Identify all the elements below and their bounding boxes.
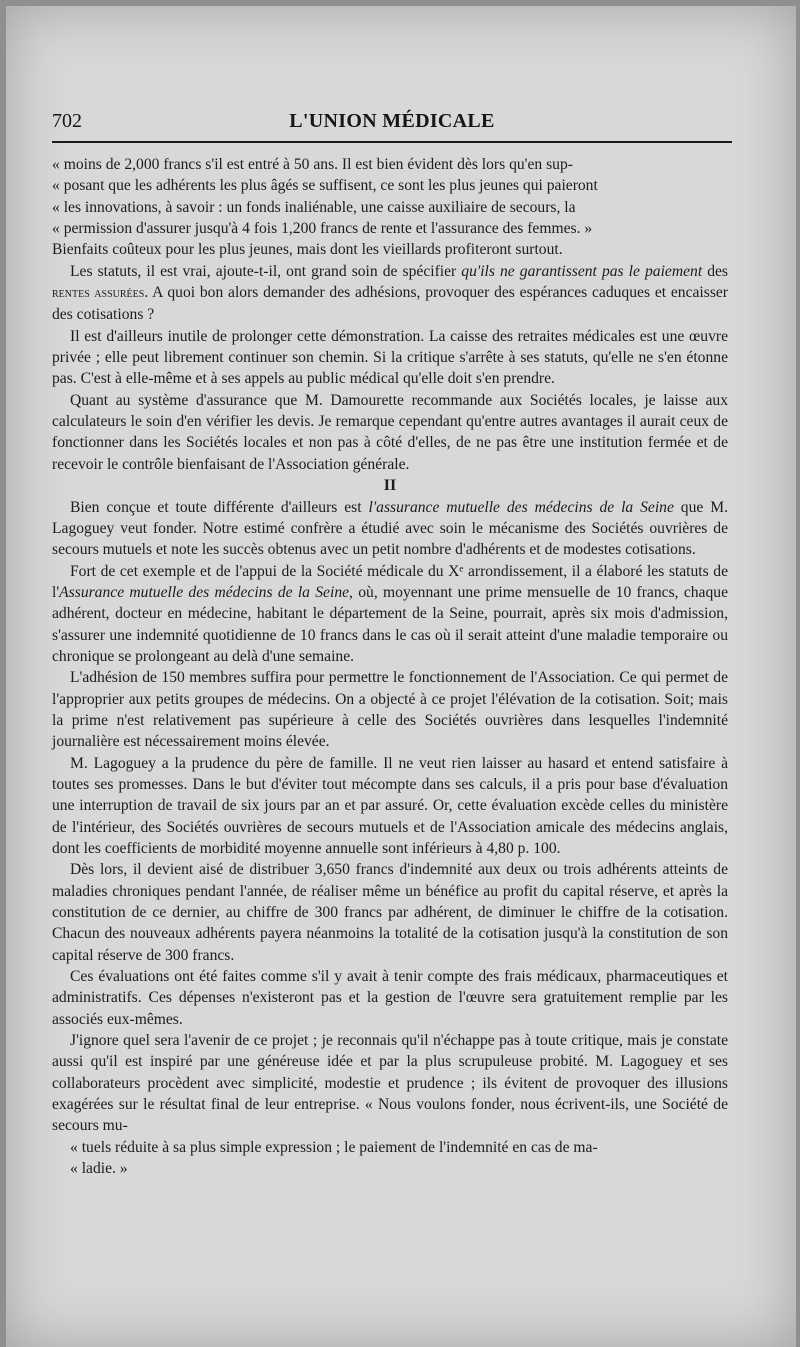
paragraph-text: que M. Lagoguey veut fonder. Notre estimé confrère a étudié avec soin le mécanisme des Sociétés ouvrières de secours mutuels et note les succès obtenus avec un petit nombre d'adhérents et de modestes cotisations.	[52, 498, 728, 559]
paragraph: M. Lagoguey a la prudence du père de famille. Il ne veut rien laisser au hasard et entend satisfaire à toutes ses promesses. Dans le but d'éviter tout mécompte dans ses calculs, il a pris pour base d'évaluation une interruption de travail de six jours par an et par assuré. Or, cette évaluation excède celles du ministère de l'intérieur, des Sociétés ouvrières de secours mutuels et de l'Association amicale des médecins anglais, dont les coefficients de morbidité moyenne annuelle sont inférieurs à 4,80 p. 100.	[52, 754, 728, 857]
quote-line: « permission d'assurer jusqu'à 4 fois 1,200 francs de rente et l'assurance des femmes. »	[52, 220, 593, 238]
paragraph-text: Bien conçue et toute différente d'ailleurs est	[70, 498, 369, 516]
paragraph: Ces évaluations ont été faites comme s'il y avait à tenir compte des frais médicaux, pharmaceutiques et administratifs. Ces dépenses n'existeront pas et la gestion de l'œuvre sera gratuitement remplie par les associés eux-mêmes.	[52, 968, 728, 1028]
paragraph-text: . A quoi bon alors demander des adhésions, provoquer des espérances caduques et encaisser des cotisations ?	[52, 284, 729, 324]
quote-line: « posant que les adhérents les plus âgés se suffisent, ce sont les plus jeunes qui paieront	[52, 177, 598, 195]
paragraph	[52, 497, 728, 561]
smallcaps-phrase: rentes assurées	[52, 285, 145, 302]
paragraph: Quant au système d'assurance que M. Damourette recommande aux Sociétés locales, je laisse aux calculateurs le soin d'en vérifier les devis. Je remarque cependant qu'entre autres avantages il aurait ceux de fonctionner dans les Sociétés locales et non pas à côté d'elles, de ne pas être une institution fermée et de recevoir le contrôle bienfaisant de l'Association générale.	[52, 391, 728, 473]
paragraph: L'adhésion de 150 membres suffira pour permettre le fonctionnement de l'Association. Ce qui permet de l'approprier aux petits groupes de médecins. On a objecté à ce projet l'élévation de la cotisation. Soit; mais la prime n'est relativement pas supérieure à celle des Sociétés ouvrières dans lesquelles l'indemnité journalière est nécessairement moins élevée.	[52, 669, 728, 751]
quote-line: « moins de 2,000 francs s'il est entré à 50 ans. Il est bien évident dès lors qu'en sup-	[52, 156, 573, 173]
italic-phrase: Assurance mutuelle des médecins de la Seine	[59, 583, 350, 601]
paragraph-text: J'ignore quel sera l'avenir de ce projet ; je reconnais qu'il n'échappe pas à toute critique, mais je constate aussi qu'il est inspiré par une généreuse idée et par la plus scrupuleuse probité. M. Lagoguey et ses collaborateurs procèdent avec simplicité, modestie et prudence ; ils évitent de provoquer des illusions exagérées sur le résultat final de leur entreprise. « Nous voulons fonder, nous écrivent-ils, une Société de secours mu-	[52, 1032, 728, 1135]
page-number: 702	[52, 110, 82, 132]
journal-title: L'UNION MÉDICALE	[289, 110, 495, 132]
page-header	[52, 110, 732, 136]
paragraph: Dès lors, il devient aisé de distribuer 3,650 francs d'indemnité aux deux ou trois adhérents atteints de maladies chroniques pendant l'année, de réaliser même un bénéfice au profit du capital réserve, et après la constitution de ce dernier, au chiffre de 300 francs par adhérent, de diminuer le chiffre de la cotisation. Chacun des nouveaux adhérents payera néanmoins la totalité de la cotisation jusqu'à la constitution de son capital réserve de 300 francs.	[52, 861, 728, 964]
paragraph-text: des	[702, 262, 729, 280]
quote-tail: Bienfaits coûteux pour les plus jeunes, mais dont les vieillards profiteront surtout.	[52, 241, 563, 259]
paragraph: Il est d'ailleurs inutile de prolonger cette démonstration. La caisse des retraites médicales est une œuvre privée ; elle peut librement continuer son chemin. Si la critique s'arrête à ses statuts, qu'elle ne s'en étonne pas. C'est à elle-même et à ses appels au public médical qu'elle doit s'en prendre.	[52, 327, 728, 388]
section-heading: II	[383, 477, 397, 495]
quote-line: « tuels réduite à sa plus simple expression ; le paiement de l'indemnité en cas de ma-	[70, 1138, 598, 1156]
italic-phrase: l'assurance mutuelle des médecins de la Seine	[368, 498, 674, 516]
quote-line: « les innovations, à savoir : un fonds inaliénable, une caisse auxiliaire de secours, la	[52, 198, 576, 216]
paragraph-text: Fort de cet exemple et de l'appui de la Société médicale du Xᵉ arrondissement, il a élaboré les statuts de l'	[52, 562, 728, 601]
header-rule	[52, 141, 732, 143]
article-body	[52, 154, 728, 1180]
paragraph-text: , où, moyennant une prime mensuelle de 10 francs, chaque adhérent, docteur en médecine, habitant le département de la Seine, pourrait, après six mois d'admission, s'assurer une indemnité quotidienne de 10 francs dans le cas où il serait atteint d'une maladie temporaire ou chronique se prolongeant au delà d'une semaine.	[52, 583, 728, 665]
quote-line: « ladie. »	[70, 1160, 128, 1178]
paragraph	[52, 261, 728, 326]
quotation-block	[52, 154, 728, 261]
italic-phrase: qu'ils ne garantissent pas le paiement	[461, 262, 703, 280]
paragraph	[52, 1030, 728, 1179]
paragraph	[52, 561, 728, 668]
paragraph-text: Les statuts, il est vrai, ajoute-t-il, ont grand soin de spécifier	[70, 262, 462, 280]
document-page	[6, 6, 796, 1347]
